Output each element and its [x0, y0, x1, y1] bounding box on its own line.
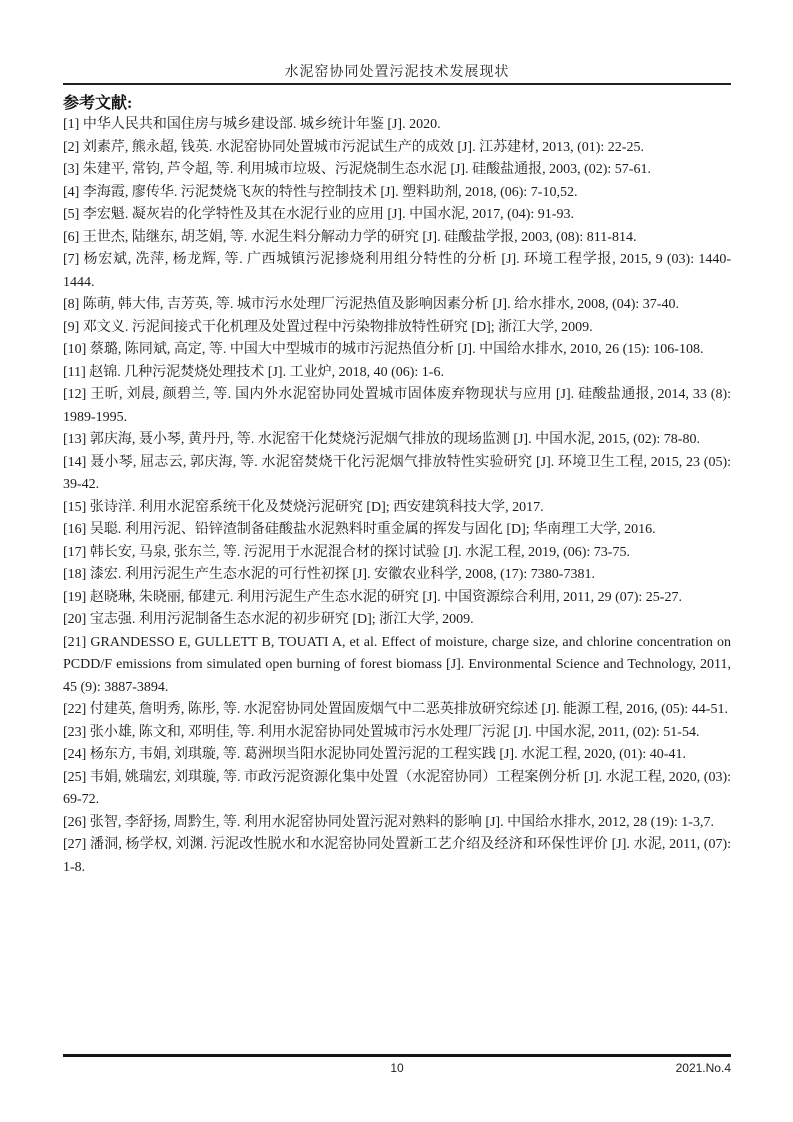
header-rule: [63, 83, 731, 85]
reference-item: [1] 中华人民共和国住房与城乡建设部. 城乡统计年鉴 [J]. 2020.: [63, 117, 441, 132]
reference-item: [5] 李宏魁. 凝灰岩的化学特性及其在水泥行业的应用 [J]. 中国水泥, 2017, (04): 91-93.: [63, 207, 574, 222]
reference-item: [8] 陈萌, 韩大伟, 吉芳英, 等. 城市污水处理厂污泥热值及影响因素分析 [J]. 给水排水, 2008, (04): 37-40.: [63, 297, 679, 312]
reference-item: [18] 漆宏. 利用污泥生产生态水泥的可行性初探 [J]. 安徽农业科学, 2008, (17): 7380-7381.: [63, 567, 595, 582]
reference-item: [24] 杨东方, 韦娟, 刘琪璇, 等. 葛洲坝当阳水泥协同处置污泥的工程实践 [J]. 水泥工程, 2020, (01): 40-41.: [63, 747, 686, 762]
reference-item: [13] 郭庆海, 聂小琴, 黄丹丹, 等. 水泥窑干化焚烧污泥烟气排放的现场监测 [J]. 中国水泥, 2015, (02): 78-80.: [63, 432, 700, 447]
reference-item: [27] 潘洞, 杨学权, 刘渊. 污泥改性脱水和水泥窑协同处置新工艺介绍及经济和环保性评价 [J]. 水泥, 2011, (07): 1-8.: [63, 837, 731, 875]
reference-item: [26] 张智, 李舒扬, 周黔生, 等. 利用水泥窑协同处置污泥对熟料的影响 [J]. 中国给水排水, 2012, 28 (19): 1-3,7.: [63, 814, 714, 830]
reference-item: [15] 张诗洋. 利用水泥窑系统干化及焚烧污泥研究 [D]; 西安建筑科技大学, 2017.: [63, 499, 544, 515]
references-heading: 参考文献:: [63, 95, 133, 112]
reference-item: [14] 聂小琴, 屈志云, 郭庆海, 等. 水泥窑焚烧干化污泥烟气排放特性实验研究 [J]. 环境卫生工程, 2015, 23 (05): 39-42.: [63, 454, 731, 492]
footer-rule: [63, 1054, 731, 1057]
reference-item: [22] 付建英, 詹明秀, 陈彤, 等. 水泥窑协同处置固废烟气中二恶英排放研究综述 [J]. 能源工程, 2016, (05): 44-51.: [63, 702, 728, 717]
reference-item: [20] 宝志强. 利用污泥制备生态水泥的初步研究 [D]; 浙江大学, 2009.: [63, 612, 474, 627]
reference-item: [23] 张小雄, 陈文和, 邓明佳, 等. 利用水泥窑协同处置城市污水处理厂污泥 [J]. 中国水泥, 2011, (02): 51-54.: [63, 724, 700, 740]
references-list: [63, 114, 731, 879]
reference-item: [9] 邓文义. 污泥间接式干化机理及处置过程中污染物排放特性研究 [D]; 浙江大学, 2009.: [63, 319, 593, 335]
reference-item: [21] GRANDESSO E, GULLETT B, TOUATI A, et al. Effect of moisture, charge size, and chlorine concentration on PCDD/F emissions from simulated open burning of forest biomass [J]. Environmental Science and Technology, 2011, 45 (9): 3887-3894.: [63, 634, 731, 695]
reference-item: [12] 王昕, 刘晨, 颜碧兰, 等. 国内外水泥窑协同处置城市固体废弃物现状与应用 [J]. 硅酸盐通报, 2014, 33 (8): 1989-1995.: [63, 387, 731, 425]
reference-item: [4] 李海霞, 廖传华. 污泥焚烧飞灰的特性与控制技术 [J]. 塑料助剂, 2018, (06): 7-10,52.: [63, 184, 578, 200]
reference-item: [17] 韩长安, 马泉, 张东兰, 等. 污泥用于水泥混合材的探讨试验 [J]. 水泥工程, 2019, (06): 73-75.: [63, 544, 630, 560]
running-head-title: 水泥窑协同处置污泥技术发展现状: [284, 65, 510, 80]
reference-item: [16] 吴聪. 利用污泥、铅锌渣制备硅酸盐水泥熟料时重金属的挥发与固化 [D]; 华南理工大学, 2016.: [63, 522, 656, 537]
reference-item: [2] 刘素芹, 熊永超, 钱英. 水泥窑协同处置城市污泥试生产的成效 [J]. 江苏建材, 2013, (01): 22-25.: [63, 139, 644, 155]
page-footer: [63, 1061, 731, 1077]
reference-item: [10] 蔡璐, 陈同斌, 高定, 等. 中国大中型城市的城市污泥热值分析 [J]. 中国给水排水, 2010, 26 (15): 106-108.: [63, 342, 704, 357]
reference-item: [7] 杨宏斌, 冼萍, 杨龙辉, 等. 广西城镇污泥掺烧利用组分特性的分析 [J]. 环境工程学报, 2015, 9 (03): 1440-1444.: [63, 252, 731, 290]
reference-item: [6] 王世杰, 陆继东, 胡芝娟, 等. 水泥生料分解动力学的研究 [J]. 硅酸盐学报, 2003, (08): 811-814.: [63, 229, 637, 245]
issue-label: 2021.No.4: [675, 1061, 731, 1075]
page-number: 10: [390, 1061, 404, 1075]
reference-item: [3] 朱建平, 常钧, 芦令超, 等. 利用城市垃圾、污泥烧制生态水泥 [J]. 硅酸盐通报, 2003, (02): 57-61.: [63, 162, 651, 177]
reference-item: [11] 赵锦. 几种污泥焚烧处理技术 [J]. 工业炉, 2018, 40 (06): 1-6.: [63, 364, 444, 380]
reference-item: [25] 韦娟, 姚瑞宏, 刘琪璇, 等. 市政污泥资源化集中处置（水泥窑协同）工程案例分析 [J]. 水泥工程, 2020, (03): 69-72.: [63, 769, 731, 807]
reference-item: [19] 赵晓琳, 朱晓丽, 郁建元. 利用污泥生产生态水泥的研究 [J]. 中国资源综合利用, 2011, 29 (07): 25-27.: [63, 589, 682, 605]
